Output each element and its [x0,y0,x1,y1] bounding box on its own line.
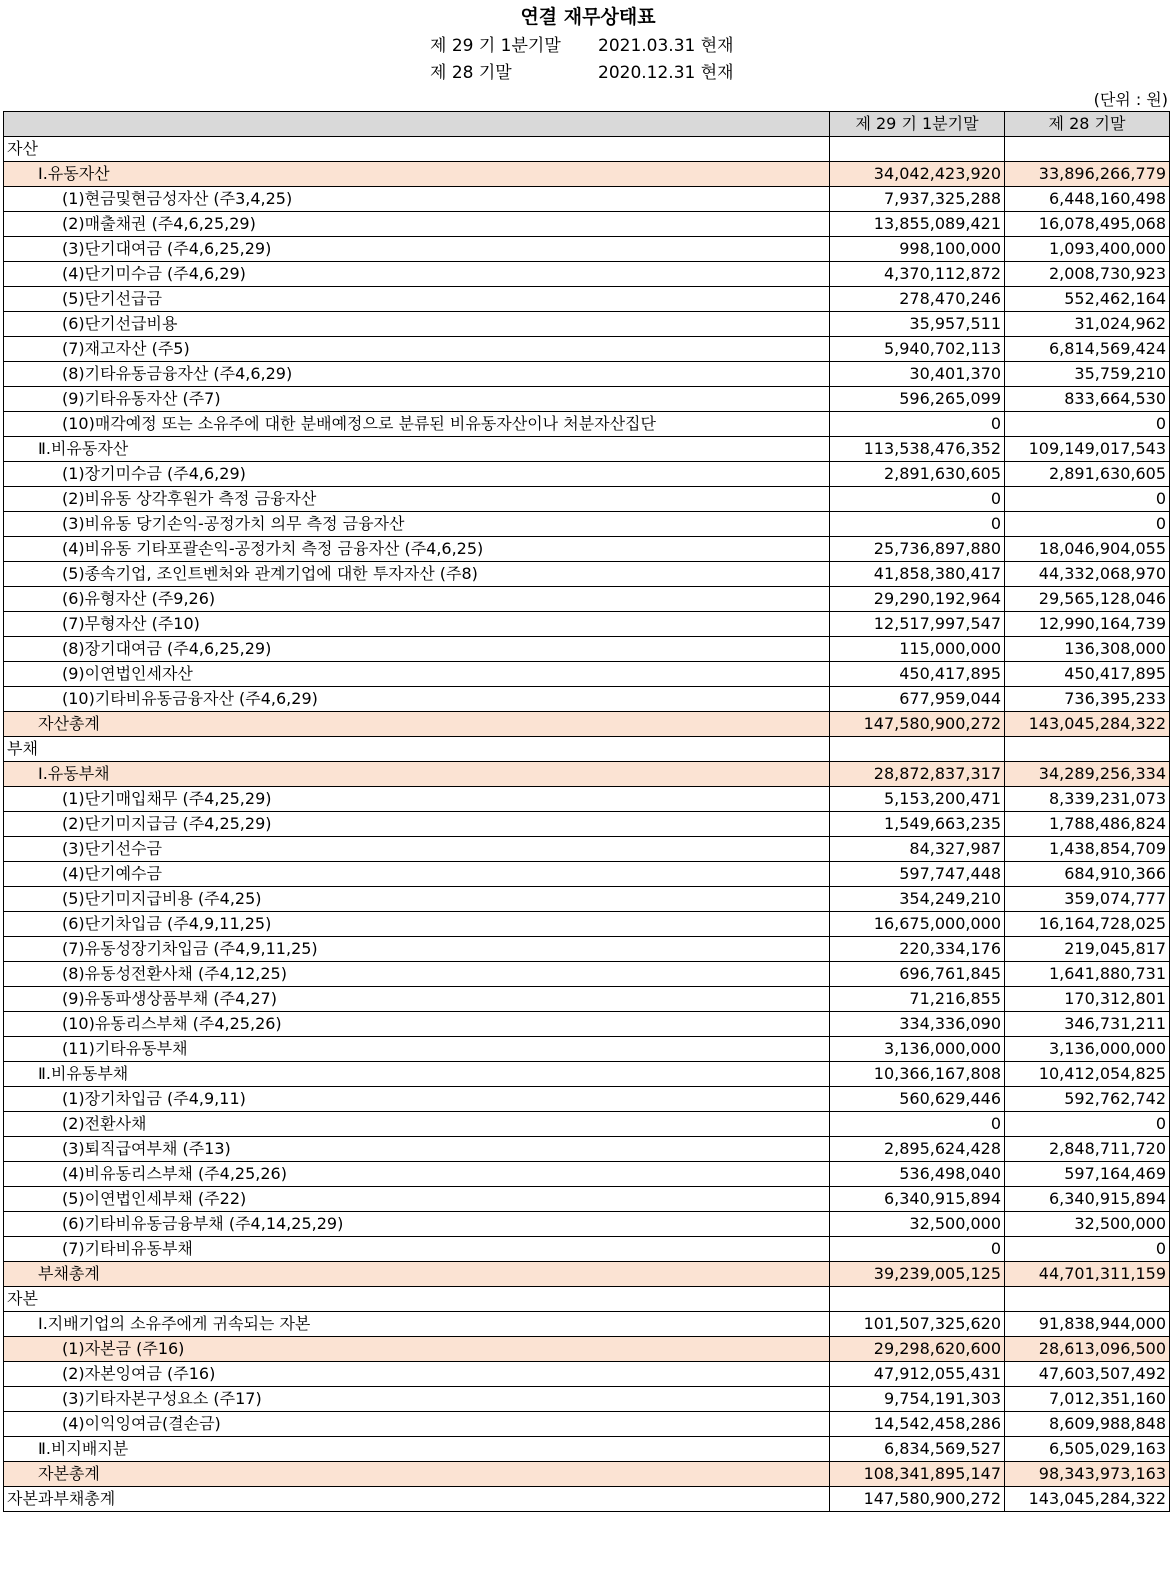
table-row [4,762,1170,787]
previous-period-value: 592,762,742 [1005,1087,1170,1112]
current-period-value: 2,895,624,428 [830,1137,1005,1162]
current-period-value: 29,298,620,600 [830,1337,1005,1362]
balance-sheet-table [3,111,1170,1512]
table-row [4,1037,1170,1062]
table-row [4,812,1170,837]
current-period-value: 13,855,089,421 [830,212,1005,237]
current-period-value: 84,327,987 [830,837,1005,862]
account-label: (2)단기미지급금 (주4,25,29) [4,812,830,837]
previous-period-value: 6,505,029,163 [1005,1437,1170,1462]
current-period-value: 0 [830,412,1005,437]
table-row [4,1337,1170,1362]
current-period-value [830,137,1005,162]
account-label: (3)기타자본구성요소 (주17) [4,1387,830,1412]
current-period-value: 5,153,200,471 [830,787,1005,812]
previous-period-value: 359,074,777 [1005,887,1170,912]
previous-period-value: 219,045,817 [1005,937,1170,962]
table-row [4,712,1170,737]
current-period-value: 596,265,099 [830,387,1005,412]
account-label: (11)기타유동부채 [4,1037,830,1062]
account-label: Ⅰ.유동자산 [4,162,830,187]
previous-period-value: 7,012,351,160 [1005,1387,1170,1412]
account-label: (4)단기예수금 [4,862,830,887]
previous-period-value: 18,046,904,055 [1005,537,1170,562]
current-period-value: 0 [830,512,1005,537]
table-row [4,1012,1170,1037]
table-row [4,737,1170,762]
previous-period-value: 33,896,266,779 [1005,162,1170,187]
previous-period-value: 28,613,096,500 [1005,1337,1170,1362]
account-label: (4)단기미수금 (주4,6,29) [4,262,830,287]
account-label: (4)이익잉여금(결손금) [4,1412,830,1437]
table-row [4,1137,1170,1162]
account-label: (10)유동리스부채 (주4,25,26) [4,1012,830,1037]
previous-period-value: 34,289,256,334 [1005,762,1170,787]
previous-period-value: 91,838,944,000 [1005,1312,1170,1337]
account-label: (6)단기선급비용 [4,312,830,337]
table-row [4,237,1170,262]
table-row [4,1237,1170,1262]
table-row [4,412,1170,437]
table-row [4,1062,1170,1087]
table-header-row [4,112,1170,137]
account-label: (2)자본잉여금 (주16) [4,1362,830,1387]
previous-period-value: 736,395,233 [1005,687,1170,712]
table-row [4,662,1170,687]
account-label: (5)단기미지급비용 (주4,25) [4,887,830,912]
current-period-value: 278,470,246 [830,287,1005,312]
current-period-value: 220,334,176 [830,937,1005,962]
current-period-value: 71,216,855 [830,987,1005,1012]
current-period-value: 450,417,895 [830,662,1005,687]
current-period-value: 9,754,191,303 [830,1387,1005,1412]
account-label: Ⅰ.지배기업의 소유주에게 귀속되는 자본 [4,1312,830,1337]
period-current [430,31,734,56]
account-label: (6)기타비유동금융부채 (주4,14,25,29) [4,1212,830,1237]
current-period-value: 16,675,000,000 [830,912,1005,937]
previous-period-value: 16,164,728,025 [1005,912,1170,937]
current-period-value: 14,542,458,286 [830,1412,1005,1437]
previous-period-value: 2,848,711,720 [1005,1137,1170,1162]
current-period-value: 597,747,448 [830,862,1005,887]
current-period-value: 47,912,055,431 [830,1362,1005,1387]
unit-label: (단위 : 원) [1093,90,1168,109]
account-label: (8)장기대여금 (주4,6,25,29) [4,637,830,662]
account-label: (7)재고자산 (주5) [4,337,830,362]
table-row [4,587,1170,612]
current-period-value: 147,580,900,272 [830,712,1005,737]
table-row [4,912,1170,937]
current-period-value: 108,341,895,147 [830,1462,1005,1487]
previous-period-value: 0 [1005,1237,1170,1262]
table-row [4,537,1170,562]
account-label: (1)단기매입채무 (주4,25,29) [4,787,830,812]
current-period-value: 32,500,000 [830,1212,1005,1237]
previous-period-value [1005,137,1170,162]
current-period-value: 10,366,167,808 [830,1062,1005,1087]
table-row [4,387,1170,412]
previous-period-value: 6,340,915,894 [1005,1187,1170,1212]
table-row [4,987,1170,1012]
current-period-value [830,737,1005,762]
account-label: (6)유형자산 (주9,26) [4,587,830,612]
table-row [4,337,1170,362]
previous-period-value: 143,045,284,322 [1005,712,1170,737]
account-label: (4)비유동리스부채 (주4,25,26) [4,1162,830,1187]
table-row [4,312,1170,337]
account-label: (7)기타비유동부채 [4,1237,830,1262]
previous-period-value [1005,1287,1170,1312]
previous-period-value: 10,412,054,825 [1005,1062,1170,1087]
current-period-value: 115,000,000 [830,637,1005,662]
current-period-value: 12,517,997,547 [830,612,1005,637]
table-row [4,937,1170,962]
table-row [4,1387,1170,1412]
previous-period-value: 29,565,128,046 [1005,587,1170,612]
account-label: (3)퇴직급여부채 (주13) [4,1137,830,1162]
account-label: (2)비유동 상각후원가 측정 금융자산 [4,487,830,512]
account-label: (2)전환사채 [4,1112,830,1137]
table-row [4,1187,1170,1212]
current-period-value: 6,340,915,894 [830,1187,1005,1212]
account-label: (5)이연법인세부채 (주22) [4,1187,830,1212]
statement-header [0,0,1176,110]
table-row [4,462,1170,487]
current-period-value: 536,498,040 [830,1162,1005,1187]
account-label: (4)비유동 기타포괄손익-공정가치 측정 금융자산 (주4,6,25) [4,537,830,562]
current-period-value: 334,336,090 [830,1012,1005,1037]
previous-period-value: 2,891,630,605 [1005,462,1170,487]
period-current-label: 제 29 기 1분기말 [430,36,561,56]
current-period-value: 5,940,702,113 [830,337,1005,362]
previous-period-value: 0 [1005,1112,1170,1137]
column-header-account [4,112,830,137]
account-label: (3)단기대여금 (주4,6,25,29) [4,237,830,262]
current-period-value: 101,507,325,620 [830,1312,1005,1337]
table-row [4,1212,1170,1237]
current-period-value: 1,549,663,235 [830,812,1005,837]
account-label: Ⅰ.유동부채 [4,762,830,787]
current-period-value: 30,401,370 [830,362,1005,387]
account-label: (9)이연법인세자산 [4,662,830,687]
account-label: Ⅱ.비지배지분 [4,1437,830,1462]
current-period-value: 4,370,112,872 [830,262,1005,287]
previous-period-value: 44,701,311,159 [1005,1262,1170,1287]
previous-period-value: 109,149,017,543 [1005,437,1170,462]
account-label: (1)장기미수금 (주4,6,29) [4,462,830,487]
table-row [4,862,1170,887]
previous-period-value: 1,641,880,731 [1005,962,1170,987]
account-label: (3)비유동 당기손익-공정가치 의무 측정 금융자산 [4,512,830,537]
table-row [4,887,1170,912]
previous-period-value: 450,417,895 [1005,662,1170,687]
previous-period-value: 8,609,988,848 [1005,1412,1170,1437]
current-period-value: 41,858,380,417 [830,562,1005,587]
column-header-current: 제 29 기 1분기말 [830,112,1005,137]
account-label: (10)기타비유동금융자산 (주4,6,29) [4,687,830,712]
table-row [4,212,1170,237]
current-period-value: 696,761,845 [830,962,1005,987]
current-period-value: 0 [830,487,1005,512]
account-label: (7)유동성장기차입금 (주4,9,11,25) [4,937,830,962]
previous-period-value [1005,737,1170,762]
previous-period-value: 35,759,210 [1005,362,1170,387]
previous-period-value: 32,500,000 [1005,1212,1170,1237]
account-label: (6)단기차입금 (주4,9,11,25) [4,912,830,937]
previous-period-value: 31,024,962 [1005,312,1170,337]
account-label: (2)매출채권 (주4,6,25,29) [4,212,830,237]
account-label: 부채총계 [4,1262,830,1287]
previous-period-value: 98,343,973,163 [1005,1462,1170,1487]
statement-title: 연결 재무상태표 [520,6,656,28]
account-label: (7)무형자산 (주10) [4,612,830,637]
column-header-previous: 제 28 기말 [1005,112,1170,137]
previous-period-value: 170,312,801 [1005,987,1170,1012]
account-label: (8)기타유동금융자산 (주4,6,29) [4,362,830,387]
current-period-value: 34,042,423,920 [830,162,1005,187]
table-row [4,1087,1170,1112]
current-period-value: 7,937,325,288 [830,187,1005,212]
account-label: (1)현금및현금성자산 (주3,4,25) [4,187,830,212]
current-period-value: 560,629,446 [830,1087,1005,1112]
account-label: (5)종속기업, 조인트벤처와 관계기업에 대한 투자자산 (주8) [4,562,830,587]
table-row [4,1112,1170,1137]
table-row [4,837,1170,862]
current-period-value: 147,580,900,272 [830,1487,1005,1512]
account-label: 자산총계 [4,712,830,737]
account-label: 자산 [4,137,830,162]
previous-period-value: 6,814,569,424 [1005,337,1170,362]
previous-period-value: 143,045,284,322 [1005,1487,1170,1512]
table-row [4,512,1170,537]
table-row [4,562,1170,587]
table-row [4,637,1170,662]
previous-period-value: 1,093,400,000 [1005,237,1170,262]
account-label: 자본총계 [4,1462,830,1487]
table-row [4,1362,1170,1387]
current-period-value: 677,959,044 [830,687,1005,712]
table-row [4,687,1170,712]
previous-period-value: 47,603,507,492 [1005,1362,1170,1387]
previous-period-value: 8,339,231,073 [1005,787,1170,812]
current-period-value [830,1287,1005,1312]
account-label: 부채 [4,737,830,762]
table-row [4,437,1170,462]
previous-period-value: 684,910,366 [1005,862,1170,887]
current-period-value: 998,100,000 [830,237,1005,262]
previous-period-value: 0 [1005,487,1170,512]
current-period-value: 25,736,897,880 [830,537,1005,562]
table-row [4,612,1170,637]
table-row [4,1287,1170,1312]
previous-period-value: 346,731,211 [1005,1012,1170,1037]
table-row [4,162,1170,187]
previous-period-value: 552,462,164 [1005,287,1170,312]
current-period-value: 0 [830,1237,1005,1262]
current-period-value: 29,290,192,964 [830,587,1005,612]
account-label: (3)단기선수금 [4,837,830,862]
previous-period-value: 0 [1005,512,1170,537]
account-label: Ⅱ.비유동부채 [4,1062,830,1087]
table-row [4,1262,1170,1287]
previous-period-value: 12,990,164,739 [1005,612,1170,637]
table-row [4,487,1170,512]
previous-period-value: 597,164,469 [1005,1162,1170,1187]
previous-period-value: 136,308,000 [1005,637,1170,662]
table-row [4,1462,1170,1487]
current-period-value: 354,249,210 [830,887,1005,912]
table-body [4,137,1170,1512]
table-row [4,187,1170,212]
account-label: (8)유동성전환사채 (주4,12,25) [4,962,830,987]
period-previous-date: 2020.12.31 현재 [598,63,734,83]
table-row [4,1312,1170,1337]
account-label: Ⅱ.비유동자산 [4,437,830,462]
previous-period-value: 1,788,486,824 [1005,812,1170,837]
current-period-value: 2,891,630,605 [830,462,1005,487]
previous-period-value: 2,008,730,923 [1005,262,1170,287]
table-row [4,137,1170,162]
table-row [4,1412,1170,1437]
previous-period-value: 833,664,530 [1005,387,1170,412]
previous-period-value: 44,332,068,970 [1005,562,1170,587]
previous-period-value: 6,448,160,498 [1005,187,1170,212]
account-label: (1)자본금 (주16) [4,1337,830,1362]
table-row [4,262,1170,287]
current-period-value: 0 [830,1112,1005,1137]
table-row [4,1487,1170,1512]
current-period-value: 28,872,837,317 [830,762,1005,787]
account-label: (9)유동파생상품부채 (주4,27) [4,987,830,1012]
current-period-value: 6,834,569,527 [830,1437,1005,1462]
period-previous-label: 제 28 기말 [430,63,512,83]
previous-period-value: 3,136,000,000 [1005,1037,1170,1062]
period-previous [430,58,734,83]
period-current-date: 2021.03.31 현재 [598,36,734,56]
account-label: (10)매각예정 또는 소유주에 대한 분배예정으로 분류된 비유동자산이나 처분자산집단 [4,412,830,437]
current-period-value: 113,538,476,352 [830,437,1005,462]
current-period-value: 35,957,511 [830,312,1005,337]
table-row [4,362,1170,387]
account-label: 자본 [4,1287,830,1312]
table-row [4,787,1170,812]
current-period-value: 39,239,005,125 [830,1262,1005,1287]
previous-period-value: 0 [1005,412,1170,437]
table-row [4,962,1170,987]
previous-period-value: 1,438,854,709 [1005,837,1170,862]
account-label: (1)장기차입금 (주4,9,11) [4,1087,830,1112]
account-label: (5)단기선급금 [4,287,830,312]
table-row [4,287,1170,312]
account-label: (9)기타유동자산 (주7) [4,387,830,412]
table-row [4,1162,1170,1187]
current-period-value: 3,136,000,000 [830,1037,1005,1062]
account-label: 자본과부채총계 [4,1487,830,1512]
previous-period-value: 16,078,495,068 [1005,212,1170,237]
table-row [4,1437,1170,1462]
